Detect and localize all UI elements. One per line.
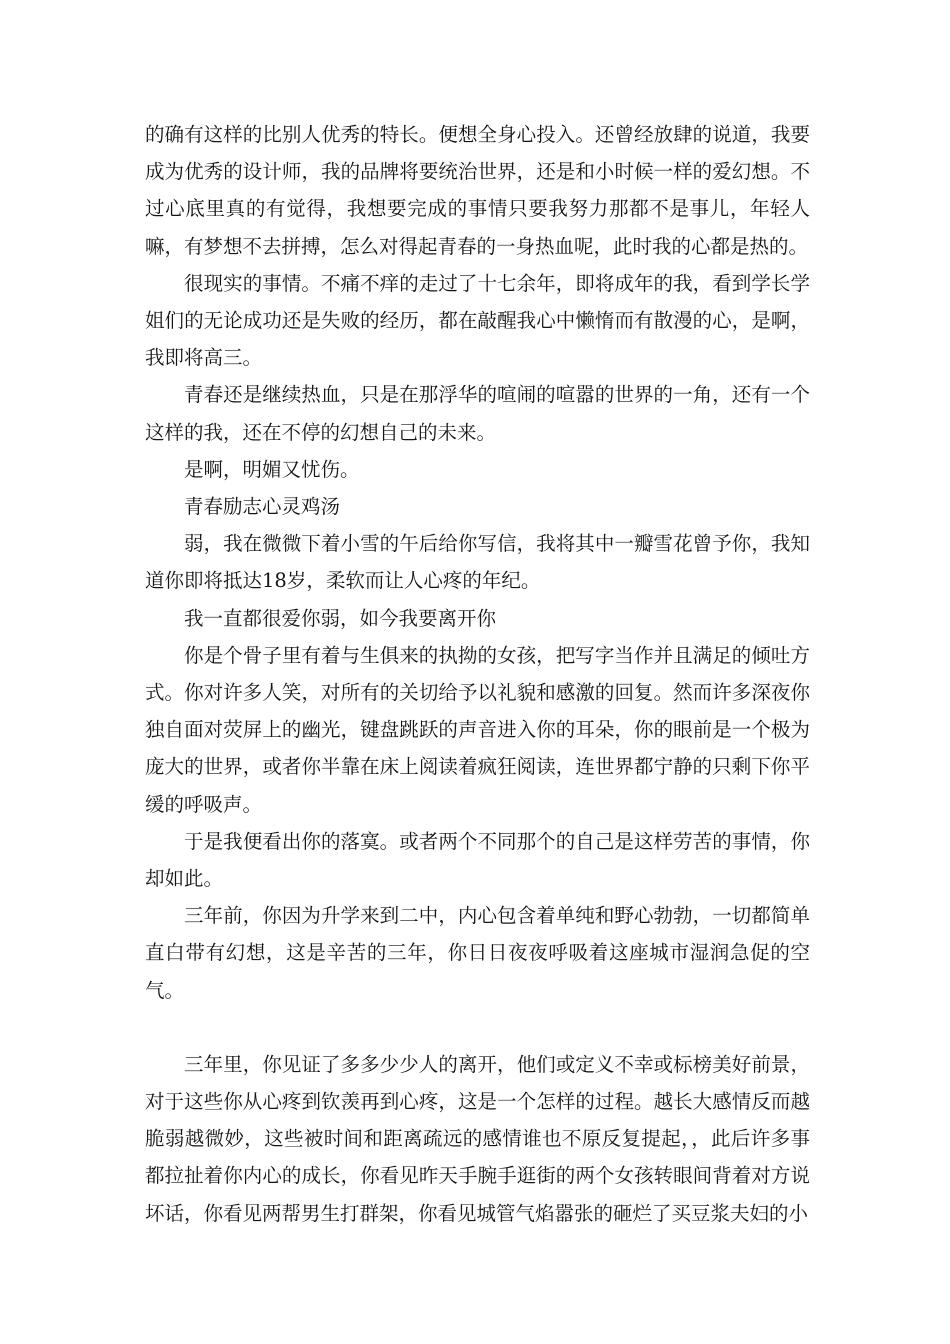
paragraph-5: 弱，我在微微下着小雪的午后给你写信，我将其中一瓣雪花曾予你，我知道你即将抵达18岁，柔软而让人心疼的年纪。: [145, 532, 810, 593]
paragraph-8: 于是我便看出你的落寞。或者两个不同那个的自己是这样劳苦的事情，你却如此。: [145, 829, 810, 891]
paragraph-3: 青春还是继续热血，只是在那浮华的喧闹的喧嚣的世界的一角，还有一个这样的我，还在不停的幻想自己的未来。: [145, 383, 810, 444]
paragraph-1: 的确有这样的比别人优秀的特长。便想全身心投入。还曾经放肆的说道，我要成为优秀的设计师，我的品牌将要统治世界，还是和小时候一样的爱幻想。不过心底里真的有觉得，我想要完成的事情只要我努力那都不是事儿，年轻人嘛，有梦想不去拼搏，怎么对得起青春的一身热血呢，此时我的心都是热的。: [145, 123, 810, 258]
paragraph-2: 很现实的事情。不痛不痒的走过了十七余年，即将成年的我，看到学长学姐们的无论成功还是失败的经历，都在敲醒我心中懒惰而有散漫的心，是啊，我即将高三。: [145, 271, 810, 370]
paragraph-9: 三年前，你因为升学来到二中，内心包含着单纯和野心勃勃，一切都简单直白带有幻想，这是辛苦的三年，你日日夜夜呼吸着这座城市湿润急促的空气。: [145, 904, 810, 1002]
document-body: [145, 116, 810, 1232]
section-heading: 青春励志心灵鸡汤: [184, 495, 341, 519]
paragraph-spacer: [145, 1009, 810, 1046]
paragraph-6: 我一直都很爱你弱，如今我要离开你: [184, 606, 497, 630]
paragraph-10: 三年里，你见证了多多少少人的离开，他们或定义不幸或标榜美好前景，对于这些你从心疼到钦羡再到心疼，这是一个怎样的过程。越长大感情反而越脆弱越微妙，这些被时间和距离疏远的感情谁也不原反复提起，，此后许多事都拉扯着你内心的成长，你看见昨天手腕手逛街的两个女孩转眼间背着对方说坏话，你看见两帮男生打群架，你看见城管气焰嚣张的砸烂了买豆浆夫妇的小: [145, 1052, 810, 1225]
paragraph-7: 你是个骨子里有着与生俱来的执拗的女孩，把写字当作并且满足的倾吐方式。你对许多人笑，对所有的关切给予以礼貌和感激的回复。然而许多深夜你独自面对荧屏上的幽光，键盘跳跃的声音进入你的耳朵，你的眼前是一个极为庞大的世界，或者你半靠在床上阅读着疯狂阅读，连世界都宁静的只剩下你平缓的呼吸声。: [145, 643, 810, 816]
paragraph-4: 是啊，明媚又忧伤。: [184, 457, 360, 481]
